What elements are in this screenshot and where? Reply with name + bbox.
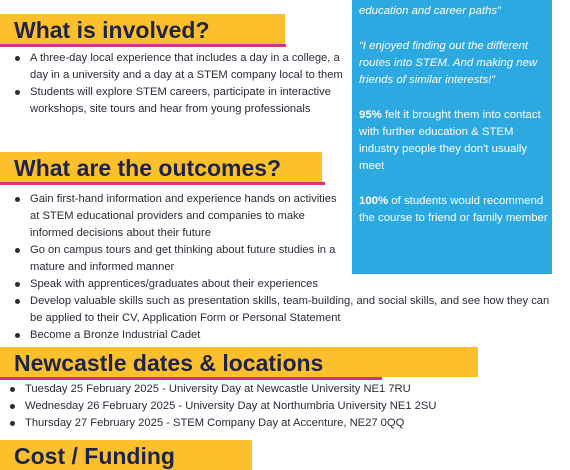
student-quote: “I enjoyed finding out the different routes into STEM. And making new friends of similar interests!” <box>359 40 538 86</box>
stat-recommend-text: of students would recommend the course to friend or family member <box>359 195 548 224</box>
cost-heading: Cost / Funding <box>14 443 175 469</box>
list-item: Speak with apprentices/graduates about their experiences <box>10 276 342 293</box>
list-item: Go on campus tours and get thinking about future studies in a mature and informed manner <box>10 242 342 276</box>
list-item: Tuesday 25 February 2025 - University Day at Newcastle University NE1 7RU <box>5 381 545 398</box>
testimonial-callout <box>352 0 552 274</box>
quote-fragment: education and career paths” <box>359 5 501 17</box>
list-item: Develop valuable skills such as presentation skills, team-building, and social skills, and see how they can be applied to their CV, Application Form or Personal Statement <box>10 293 562 327</box>
list-item: Gain first-hand information and experience hands on activities at STEM educational providers and companies to make informed decisions about their future <box>10 191 342 242</box>
dates-heading: Newcastle dates & locations <box>14 350 324 376</box>
list-item: Become a Bronze Industrial Cadet <box>10 327 342 344</box>
stat-recommend <box>359 193 549 227</box>
involved-list <box>10 50 343 118</box>
outcomes-underline <box>0 182 325 185</box>
list-item: Wednesday 26 February 2025 - University Day at Northumbria University NE1 2SU <box>5 398 545 415</box>
dates-list <box>5 381 545 432</box>
involved-heading: What is involved? <box>14 17 210 43</box>
outcomes-heading: What are the outcomes? <box>14 155 282 181</box>
stat-contact-value: 95% <box>359 109 382 121</box>
stat-contact-text: felt it brought them into contact with further education & STEM industry people they don't usually meet <box>359 109 541 172</box>
list-item: Thursday 27 February 2025 - STEM Company Day at Accenture, NE27 0QQ <box>5 415 545 432</box>
stat-contact <box>359 107 549 175</box>
list-item: Students will explore STEM careers, participate in interactive workshops, site tours and hear from young professionals <box>10 84 343 118</box>
list-item: A three-day local experience that includes a day in a college, a day in a university and a day at a STEM company local to them <box>10 50 343 84</box>
dates-underline <box>0 377 382 380</box>
involved-underline <box>0 44 286 47</box>
stat-recommend-value: 100% <box>359 195 389 207</box>
